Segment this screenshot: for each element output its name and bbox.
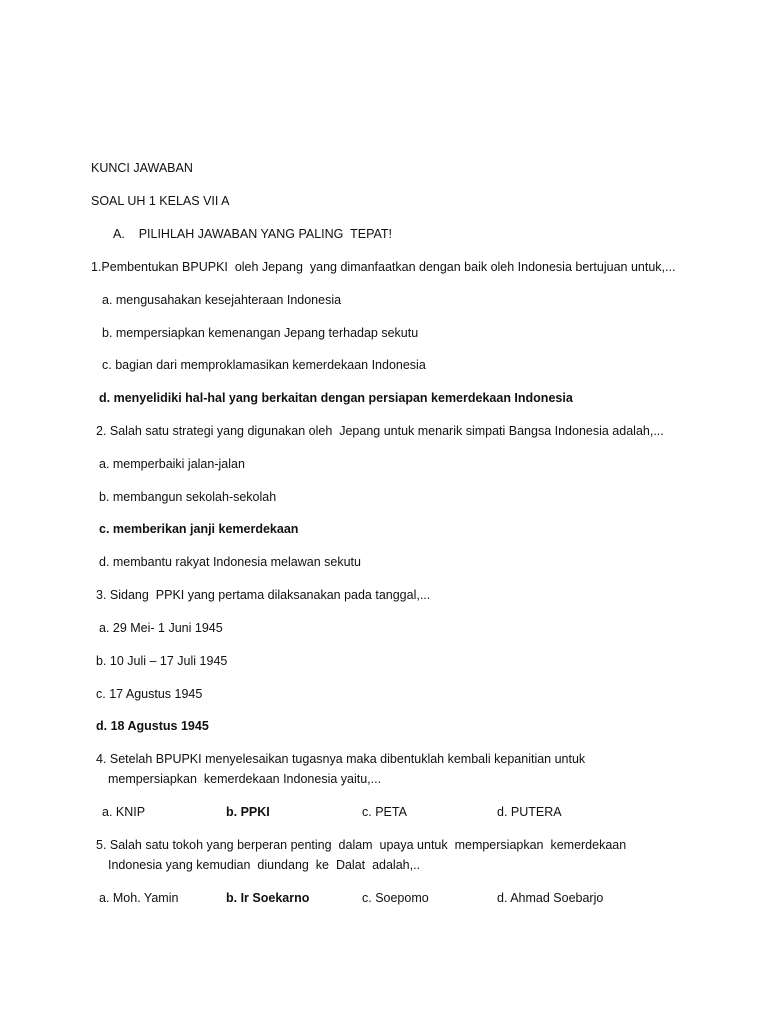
question-4-line-2: mempersiapkan kemerdekaan Indonesia yaitu,... [108,772,382,786]
q4-option-d: d. PUTERA [497,805,562,819]
q4-option-c: c. PETA [362,805,407,819]
section-heading: A. PILIHLAH JAWABAN YANG PALING TEPAT! [113,227,393,241]
q2-option-d: d. membantu rakyat Indonesia melawan sekutu [99,555,361,569]
document-title: KUNCI JAWABAN [91,161,193,175]
q5-option-d: d. Ahmad Soebarjo [497,891,604,905]
q1-option-b: b. mempersiapkan kemenangan Jepang terhadap sekutu [102,326,419,340]
q2-option-a: a. memperbaiki jalan-jalan [99,457,245,471]
q4-option-a: a. KNIP [102,805,146,819]
question-3: 3. Sidang PPKI yang pertama dilaksanakan pada tanggal,... [96,588,431,602]
q3-option-b: b. 10 Juli – 17 Juli 1945 [96,654,228,668]
q5-option-b-answer: b. Ir Soekarno [226,891,310,905]
q3-option-c: c. 17 Agustus 1945 [96,687,203,701]
q1-option-d-answer: d. menyelidiki hal-hal yang berkaitan dengan persiapan kemerdekaan Indonesia [99,391,573,405]
q2-option-b: b. membangun sekolah-sekolah [99,490,277,504]
q3-option-a: a. 29 Mei- 1 Juni 1945 [99,621,223,635]
q2-option-c-answer: c. memberikan janji kemerdekaan [99,522,299,536]
q5-option-a: a. Moh. Yamin [99,891,179,905]
q1-option-c: c. bagian dari memproklamasikan kemerdekaan Indonesia [102,358,426,372]
question-2: 2. Salah satu strategi yang digunakan oleh Jepang untuk menarik simpati Bangsa Indonesia adalah,... [96,424,664,438]
q1-option-a: a. mengusahakan kesejahteraan Indonesia [102,293,342,307]
q4-option-b-answer: b. PPKI [226,805,270,819]
q3-option-d-answer: d. 18 Agustus 1945 [96,719,209,733]
question-4-line-1: 4. Setelah BPUPKI menyelesaikan tugasnya maka dibentuklah kembali kepanitian untuk [96,752,586,766]
question-5-line-2: Indonesia yang kemudian diundang ke Dalat adalah,.. [108,858,421,872]
q5-option-c: c. Soepomo [362,891,429,905]
question-1: 1.Pembentukan BPUPKI oleh Jepang yang dimanfaatkan dengan baik oleh Indonesia bertujuan untuk,... [91,260,676,274]
question-5-line-1: 5. Salah satu tokoh yang berperan penting dalam upaya untuk mempersiapkan kemerdekaan [96,838,627,852]
document-subtitle: SOAL UH 1 KELAS VII A [91,194,230,208]
